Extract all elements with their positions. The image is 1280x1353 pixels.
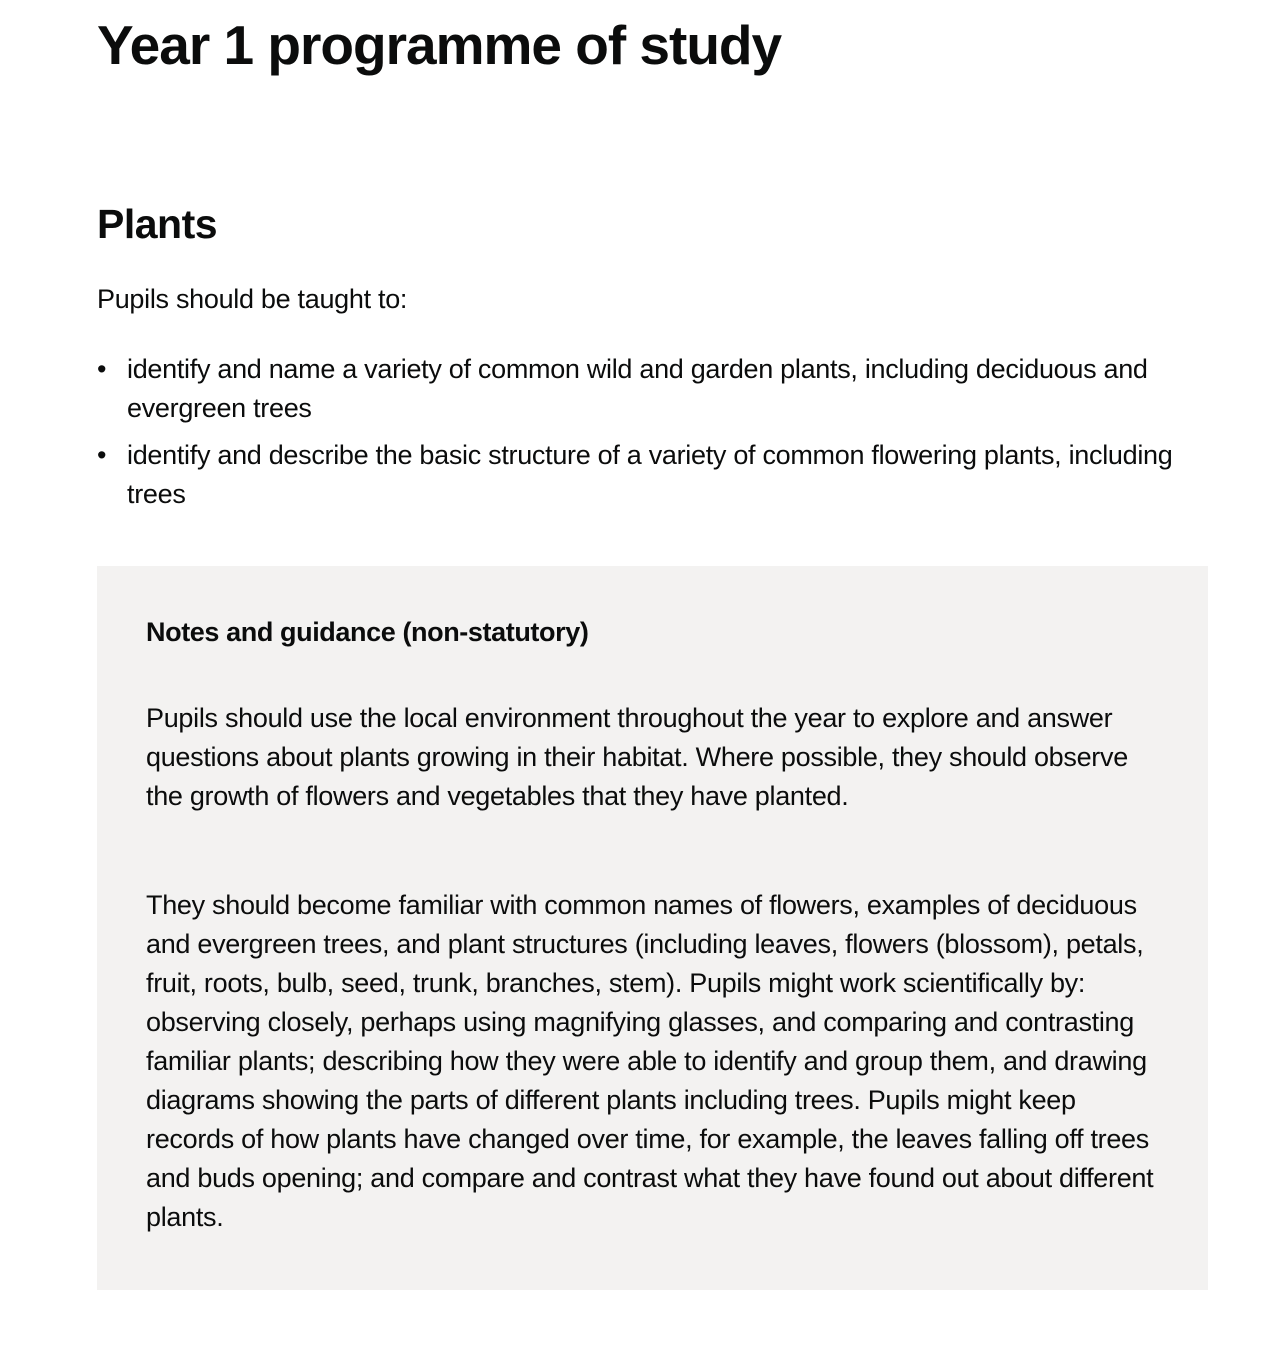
section-title-plants: Plants	[97, 201, 218, 247]
list-item	[97, 350, 1197, 428]
page-title: Year 1 programme of study	[97, 14, 782, 76]
objectives-list	[97, 350, 1197, 522]
section-intro: Pupils should be taught to:	[97, 284, 408, 314]
list-item	[97, 436, 1197, 514]
bullet-icon: •	[97, 354, 107, 384]
objective-text: identify and name a variety of common wild and garden plants, including deciduous and evergreen trees	[127, 354, 1148, 423]
notes-paragraph: They should become familiar with common names of flowers, examples of deciduous and evergreen trees, and plant structures (including leaves, flowers (blossom), petals, fruit, roots, bulb, seed, trunk, branches, stem). Pupils might work scientifically by: observing closely, perhaps using magnifying glasses, and comparing and contrasting familiar plants; describing how they were able to identify and group them, and drawing diagrams showing the parts of different plants including trees. Pupils might keep records of how plants have changed over time, for example, the leaves falling off trees and buds opening; and compare and contrast what they have found out about different plants.	[146, 890, 1154, 1232]
notes-heading: Notes and guidance (non-statutory)	[146, 617, 589, 647]
notes-and-guidance-panel	[97, 566, 1208, 1290]
bullet-icon: •	[97, 440, 107, 470]
objective-text: identify and describe the basic structure of a variety of common flowering plants, including trees	[127, 440, 1173, 509]
notes-paragraph: Pupils should use the local environment throughout the year to explore and answer questions about plants growing in their habitat. Where possible, they should observe the growth of flowers and vegetables that they have planted.	[146, 703, 1128, 811]
